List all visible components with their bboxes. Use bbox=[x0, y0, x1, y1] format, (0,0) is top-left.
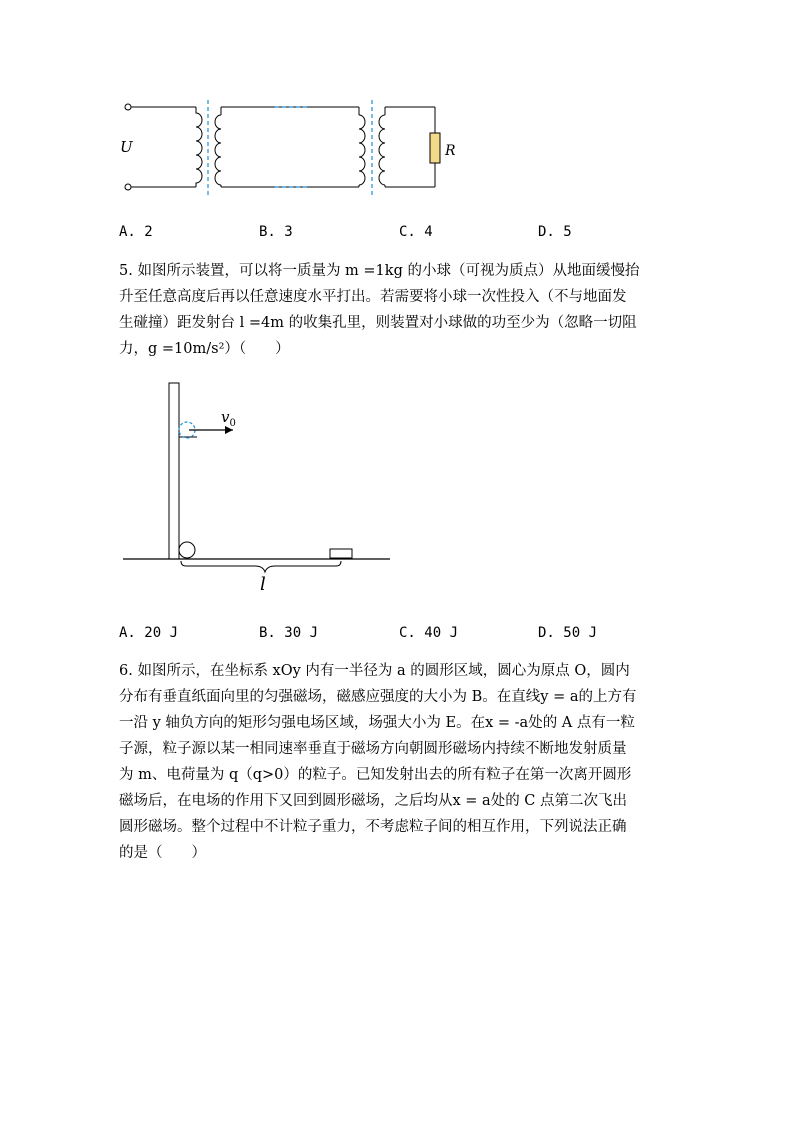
label-u: U bbox=[120, 138, 133, 156]
secondary-coil bbox=[379, 115, 385, 185]
transformer-circuit-figure bbox=[110, 95, 470, 200]
question-5 bbox=[119, 258, 679, 362]
q5-option-a: A. 20 J bbox=[119, 625, 179, 641]
q6-line-1: 6. 如图所示，在坐标系 xOy 内有一半径为 a 的圆形区域，圆心为原点 O，圆内 bbox=[119, 663, 630, 679]
q4-option-c: C. 4 bbox=[399, 224, 433, 240]
q6-line-5: 为 m、电荷量为 q（q>0）的粒子。已知发射出去的所有粒子在第一次离开圆形 bbox=[119, 767, 632, 783]
q5-line-2: 升至任意高度后再以任意速度水平打出。若需要将小球一次性投入（不与地面发 bbox=[119, 289, 627, 305]
terminal-top bbox=[125, 104, 131, 110]
q5-option-b: B. 30 J bbox=[259, 625, 319, 641]
q5-option-d: D. 50 J bbox=[538, 625, 598, 641]
resistor bbox=[430, 133, 440, 163]
q5-option-c: C. 40 J bbox=[399, 625, 459, 641]
primary-coil bbox=[196, 107, 202, 187]
label-v0: $v_0$ bbox=[221, 408, 236, 429]
label-l: l bbox=[260, 574, 266, 595]
q6-line-2: 分布有垂直纸面向里的匀强磁场，磁感应强度的大小为 B。在直线y = a的上方有 bbox=[119, 689, 637, 705]
q4-option-b: B. 3 bbox=[259, 224, 293, 240]
middle-coil-right bbox=[359, 115, 365, 185]
q6-line-3: 一沿 y 轴负方向的矩形匀强电场区域，场强大小为 E。在x = -a处的 A 点有一粒 bbox=[119, 715, 635, 731]
q5-line-4: 力，g =10m/s²）（ ） bbox=[119, 341, 290, 357]
launcher-figure bbox=[115, 375, 400, 600]
terminal-bottom bbox=[125, 184, 131, 190]
q6-line-8: 的是（ ） bbox=[119, 845, 206, 861]
ball bbox=[179, 542, 195, 558]
label-r: R bbox=[445, 143, 456, 159]
question-6 bbox=[119, 658, 679, 866]
collection-hole bbox=[330, 549, 352, 558]
q6-line-4: 子源，粒子源以某一相同速率垂直于磁场方向朝圆形磁场内持续不断地发射质量 bbox=[119, 741, 627, 757]
q4-option-a: A. 2 bbox=[119, 224, 153, 240]
q6-line-7: 圆形磁场。整个过程中不计粒子重力，不考虑粒子间的相互作用，下列说法正确 bbox=[119, 819, 627, 835]
middle-coil-left bbox=[215, 115, 221, 185]
launcher-post bbox=[169, 383, 179, 559]
q5-line-1: 5. 如图所示装置，可以将一质量为 m =1kg 的小球（可视为质点）从地面缓慢抬 bbox=[119, 263, 640, 279]
distance-brace bbox=[181, 561, 341, 572]
q6-line-6: 磁场后，在电场的作用下又回到圆形磁场，之后均从x = a处的 C 点第二次飞出 bbox=[119, 793, 627, 809]
q4-option-d: D. 5 bbox=[538, 224, 572, 240]
q5-line-3: 生碰撞）距发射台 l =4m 的收集孔里，则装置对小球做的功至少为（忽略一切阻 bbox=[119, 315, 637, 331]
